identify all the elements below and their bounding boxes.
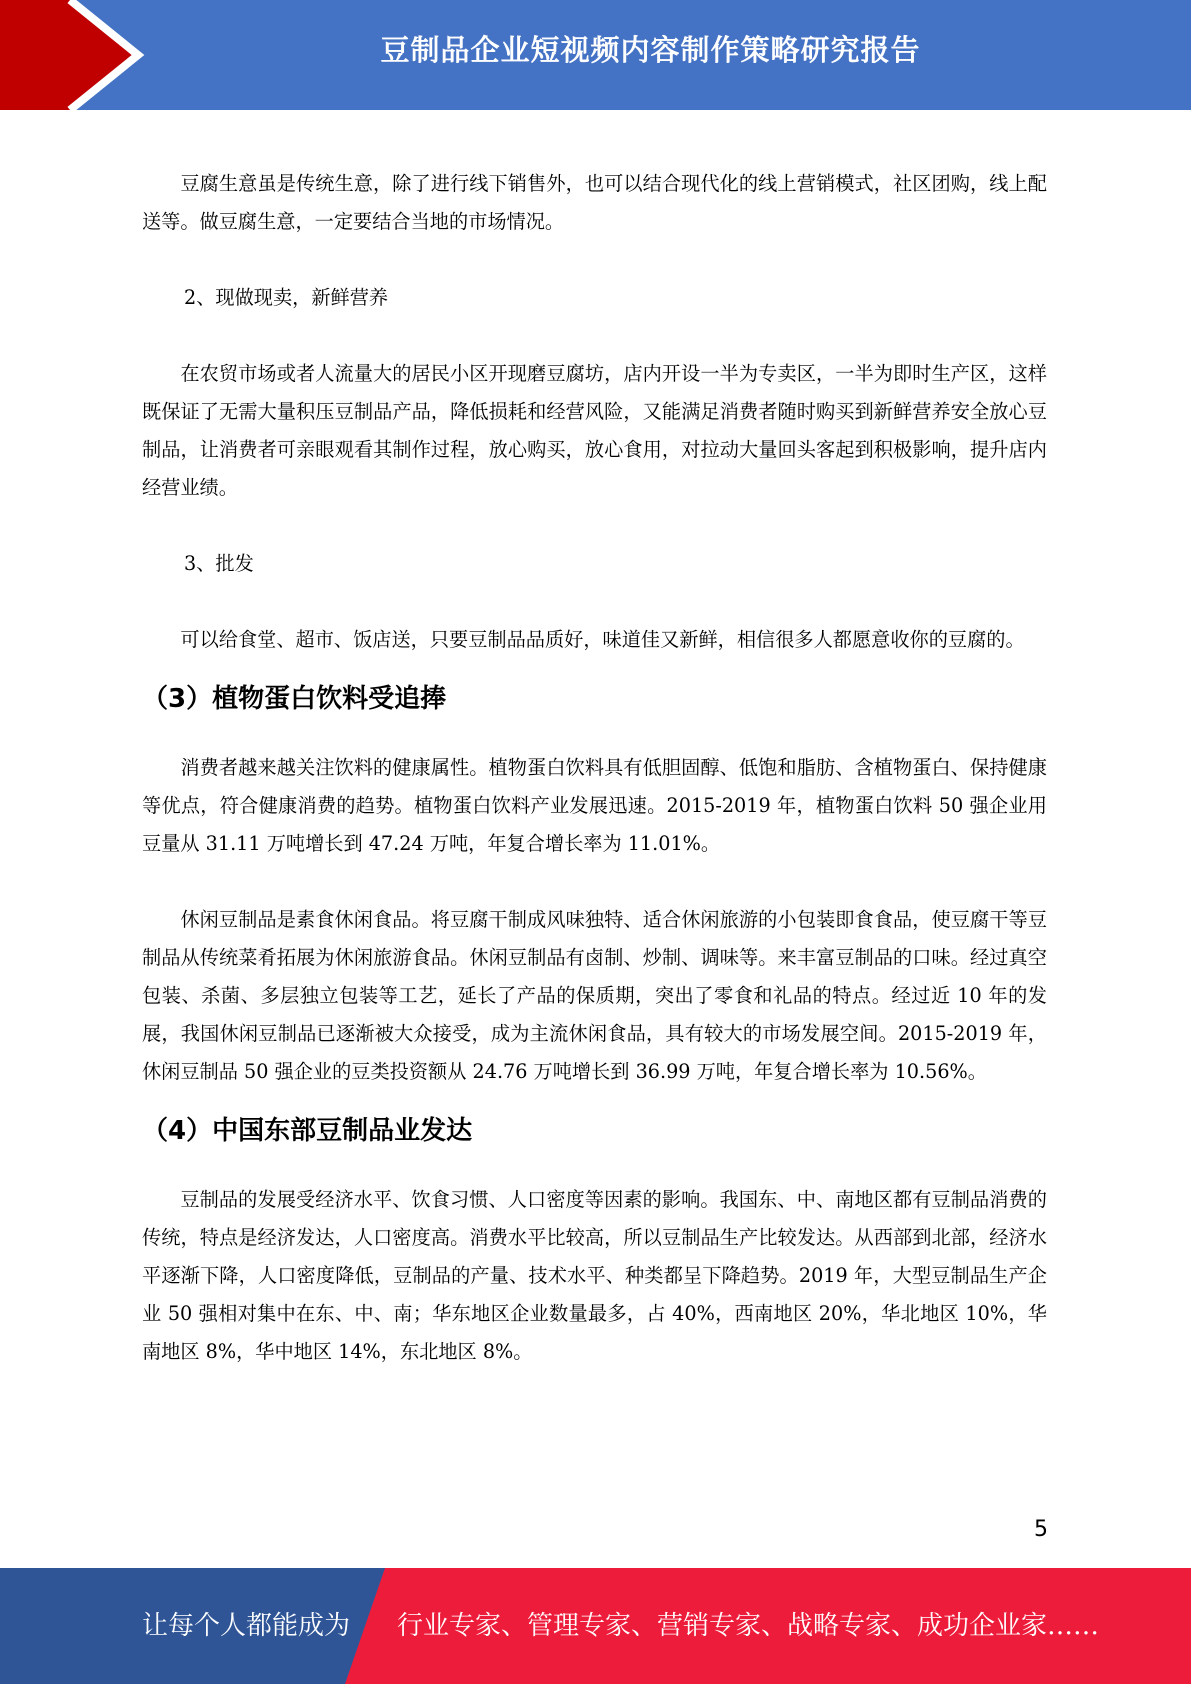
item-fresh-made: 2、现做现卖，新鲜营养	[184, 286, 389, 309]
section-heading-plant-protein: （3）植物蛋白饮料受追捧	[142, 684, 447, 714]
paragraph-online-sales: 豆腐生意虽是传统生意，除了进行线下销售外，也可以结合现代化的线上营销模式，社区团购，线上配送等。做豆腐生意，一定要结合当地的市场情况。	[142, 172, 1047, 233]
paragraph-leisure-soy: 休闲豆制品是素食休闲食品。将豆腐干制成风味独特、适合休闲旅游的小包装即食食品，使豆腐干等豆制品从传统菜肴拓展为休闲旅游食品。休闲豆制品有卤制、炒制、调味等。来丰富豆制品的口味。经过真空包装、杀菌、多层独立包装等工艺，延长了产品的保质期，突出了零食和礼品的特点。经过近 10 年的发展，我国休闲豆制品已逐渐被大众接受，成为主流休闲食品，具有较大的市场发展空间。2015-2019 年，休闲豆制品 50 强企业的豆类投资额从 24.76 万吨增长到 36.99 万吨，年复合增长率为 10.56%。	[142, 908, 1047, 1083]
item-wholesale: 3、批发	[184, 552, 254, 575]
page-header	[0, 0, 1191, 110]
header-arrow-decoration	[0, 0, 150, 110]
paragraph-wholesale: 可以给食堂、超市、饭店送，只要豆制品品质好，味道佳又新鲜，相信很多人都愿意收你的豆腐的。	[180, 628, 1025, 651]
page-content	[142, 165, 1047, 1371]
report-title: 豆制品企业短视频内容制作策略研究报告	[380, 33, 921, 67]
footer-slogan-right: 行业专家、管理专家、营销专家、战略专家、成功企业家……	[397, 1611, 1100, 1641]
footer-slogan-left: 让每个人都能成为	[142, 1611, 351, 1641]
page-footer	[0, 1568, 1191, 1684]
paragraph-regional-distribution: 豆制品的发展受经济水平、饮食习惯、人口密度等因素的影响。我国东、中、南地区都有豆制品消费的传统，特点是经济发达，人口密度高。消费水平比较高，所以豆制品生产比较发达。从西部到北部，经济水平逐渐下降，人口密度降低，豆制品的产量、技术水平、种类都呈下降趋势。2019 年，大型豆制品生产企业 50 强相对集中在东、中、南；华东地区企业数量最多，占 40%，西南地区 20%，华北地区 10%，华南地区 8%，华中地区 14%，东北地区 8%。	[142, 1188, 1047, 1363]
page-number: 5	[1034, 1517, 1048, 1542]
paragraph-tofu-shop: 在农贸市场或者人流量大的居民小区开现磨豆腐坊，店内开设一半为专卖区，一半为即时生产区，这样既保证了无需大量积压豆制品产品，降低损耗和经营风险，又能满足消费者随时购买到新鲜营养安全放心豆制品，让消费者可亲眼观看其制作过程，放心购买，放心食用，对拉动大量回头客起到积极影响，提升店内经营业绩。	[142, 362, 1047, 499]
paragraph-plant-protein-drinks: 消费者越来越关注饮料的健康属性。植物蛋白饮料具有低胆固醇、低饱和脂肪、含植物蛋白、保持健康等优点，符合健康消费的趋势。植物蛋白饮料产业发展迅速。2015-2019 年，植物蛋白饮料 50 强企业用豆量从 31.11 万吨增长到 47.24 万吨，年复合增长率为 11.01%。	[142, 756, 1047, 855]
section-heading-east-china: （4）中国东部豆制品业发达	[142, 1116, 473, 1146]
